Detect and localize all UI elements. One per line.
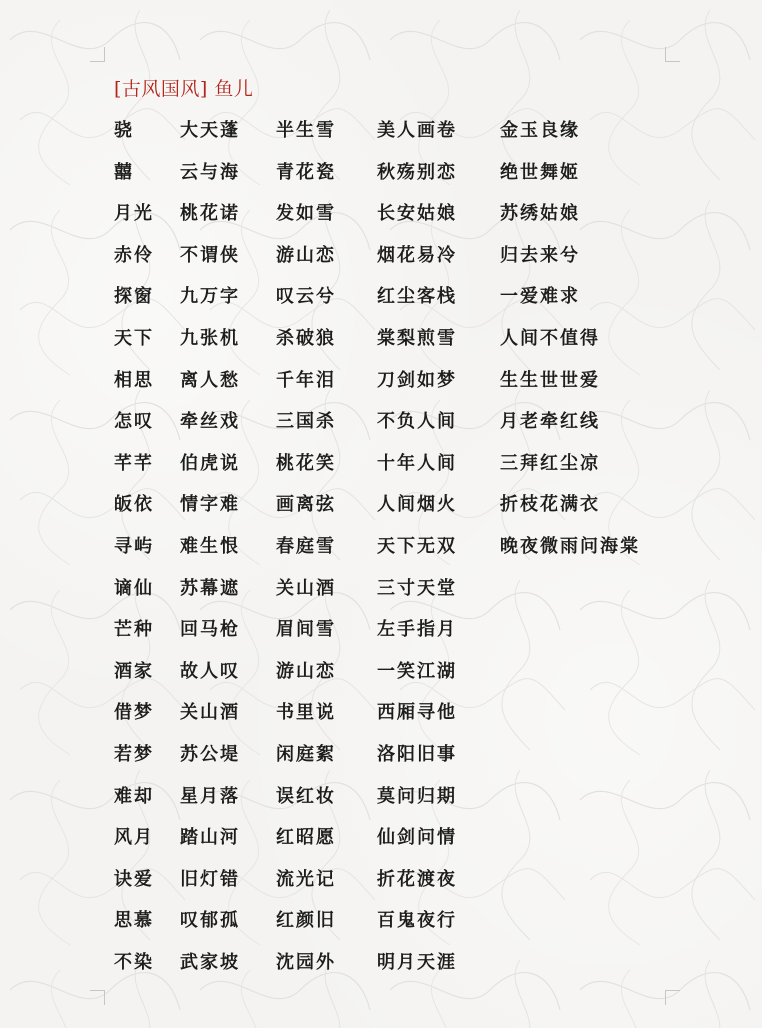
corner-mark-bottom-left — [90, 990, 105, 1005]
list-item: 秋殇别恋 — [377, 161, 457, 183]
list-item: 红昭愿 — [276, 827, 336, 849]
list-row — [0, 782, 762, 812]
list-item: 西厢寻他 — [377, 702, 457, 724]
list-row — [0, 282, 762, 312]
list-row — [0, 948, 762, 978]
list-item: 眉间雪 — [276, 619, 336, 641]
list-item: 游山恋 — [276, 244, 336, 266]
list-item: 生生世世爱 — [500, 369, 600, 391]
list-item: 晚夜微雨问海棠 — [500, 536, 640, 557]
list-item: 牵丝戏 — [180, 411, 240, 433]
list-row — [0, 199, 762, 229]
list-item: 流光记 — [276, 868, 336, 890]
list-item: 不负人间 — [377, 411, 457, 433]
list-row — [0, 865, 762, 895]
list-item: 旧灯错 — [180, 868, 240, 890]
list-item: 人间烟火 — [377, 494, 457, 516]
list-item: 千年泪 — [276, 369, 336, 391]
list-item: 武家坡 — [180, 952, 240, 973]
list-item: 云与海 — [180, 161, 240, 183]
list-item: 伯虎说 — [180, 452, 240, 474]
list-item: 风月 — [114, 827, 154, 849]
list-item: 叹郁孤 — [180, 910, 240, 932]
list-item: 洛阳旧事 — [377, 744, 457, 765]
list-item: 青花瓷 — [276, 161, 336, 183]
list-row — [0, 906, 762, 936]
list-item: 相思 — [114, 369, 154, 391]
list-item: 不染 — [114, 952, 154, 973]
list-item: 天下 — [114, 328, 154, 349]
list-item: 桃花笑 — [276, 452, 336, 474]
list-item: 月老牵红线 — [500, 411, 600, 433]
list-item: 皈依 — [114, 494, 154, 516]
list-item: 桃花诺 — [180, 203, 240, 225]
list-item: 月光 — [114, 203, 154, 225]
list-row — [0, 615, 762, 645]
list-item: 囍 — [114, 161, 134, 183]
list-item: 九万字 — [180, 286, 240, 308]
list-item: 踏山河 — [180, 827, 240, 849]
list-item: 回马枪 — [180, 619, 240, 641]
list-item: 杀破狼 — [276, 328, 336, 349]
list-item: 苏幕遮 — [180, 577, 240, 599]
list-item: 发如雪 — [276, 203, 336, 225]
list-item: 大天蓬 — [180, 120, 240, 141]
list-item: 闲庭絮 — [276, 744, 336, 765]
list-item: 天下无双 — [377, 536, 457, 557]
list-row — [0, 158, 762, 188]
list-item: 人间不值得 — [500, 328, 600, 349]
list-item: 半生雪 — [276, 120, 336, 141]
list-item: 三拜红尘凉 — [500, 452, 600, 474]
list-item: 折花渡夜 — [377, 868, 457, 890]
corner-mark-top-right — [665, 47, 680, 62]
list-item: 苏绣姑娘 — [500, 203, 580, 225]
list-item: 沈园外 — [276, 952, 336, 973]
list-item: 探窗 — [114, 286, 154, 308]
list-item: 星月落 — [180, 785, 240, 807]
list-row — [0, 241, 762, 271]
list-item: 左手指月 — [377, 619, 457, 641]
list-item: 九张机 — [180, 328, 240, 349]
list-item: 烟花易冷 — [377, 244, 457, 266]
list-item: 美人画卷 — [377, 120, 457, 141]
list-item: 红尘客栈 — [377, 286, 457, 308]
list-item: 芒种 — [114, 619, 154, 641]
list-row — [0, 574, 762, 604]
list-item: 一爱难求 — [500, 286, 580, 308]
list-item: 关山酒 — [180, 702, 240, 724]
list-item: 苏公堤 — [180, 744, 240, 765]
list-item: 关山酒 — [276, 577, 336, 599]
list-row — [0, 657, 762, 687]
list-item: 芊芊 — [114, 452, 154, 474]
list-row — [0, 366, 762, 396]
list-item: 酒家 — [114, 660, 154, 682]
list-item: 莫问归期 — [377, 785, 457, 807]
list-row — [0, 698, 762, 728]
list-item: 一笑江湖 — [377, 660, 457, 682]
list-item: 春庭雪 — [276, 536, 336, 557]
list-item: 三寸天堂 — [377, 577, 457, 599]
list-item: 百鬼夜行 — [377, 910, 457, 932]
list-item: 棠梨煎雪 — [377, 328, 457, 349]
list-item: 思慕 — [114, 910, 154, 932]
corner-mark-bottom-right — [665, 990, 680, 1005]
list-item: 谪仙 — [114, 577, 154, 599]
list-row — [0, 324, 762, 354]
list-item: 若梦 — [114, 744, 154, 765]
list-item: 绝世舞姬 — [500, 161, 580, 183]
list-item: 借梦 — [114, 702, 154, 724]
list-item: 赤伶 — [114, 244, 154, 266]
list-item: 不谓侠 — [180, 244, 240, 266]
list-item: 诀爱 — [114, 868, 154, 890]
list-item: 寻屿 — [114, 536, 154, 557]
list-row — [0, 407, 762, 437]
list-item: 难却 — [114, 785, 154, 807]
page-title: [古风国风] 鱼儿 — [114, 78, 254, 100]
list-row — [0, 740, 762, 770]
list-item: 归去来兮 — [500, 244, 580, 266]
list-item: 故人叹 — [180, 660, 240, 682]
list-item: 难生恨 — [180, 536, 240, 557]
list-item: 情字难 — [180, 494, 240, 516]
list-item: 明月天涯 — [377, 952, 457, 973]
list-row — [0, 449, 762, 479]
list-item: 离人愁 — [180, 369, 240, 391]
list-item: 金玉良缘 — [500, 120, 580, 141]
list-item: 书里说 — [276, 702, 336, 724]
list-row — [0, 116, 762, 146]
list-row — [0, 490, 762, 520]
list-row — [0, 823, 762, 853]
list-item: 怎叹 — [114, 411, 154, 433]
corner-mark-top-left — [90, 47, 105, 62]
list-item: 长安姑娘 — [377, 203, 457, 225]
list-item: 画离弦 — [276, 494, 336, 516]
list-item: 叹云兮 — [276, 286, 336, 308]
list-item: 红颜旧 — [276, 910, 336, 932]
list-item: 折枝花满衣 — [500, 494, 600, 516]
list-item: 误红妆 — [276, 785, 336, 807]
list-item: 游山恋 — [276, 660, 336, 682]
list-row — [0, 532, 762, 562]
list-item: 骁 — [114, 120, 134, 141]
list-item: 三国杀 — [276, 411, 336, 433]
list-item: 仙剑问情 — [377, 827, 457, 849]
list-item: 刀剑如梦 — [377, 369, 457, 391]
list-item: 十年人间 — [377, 452, 457, 474]
